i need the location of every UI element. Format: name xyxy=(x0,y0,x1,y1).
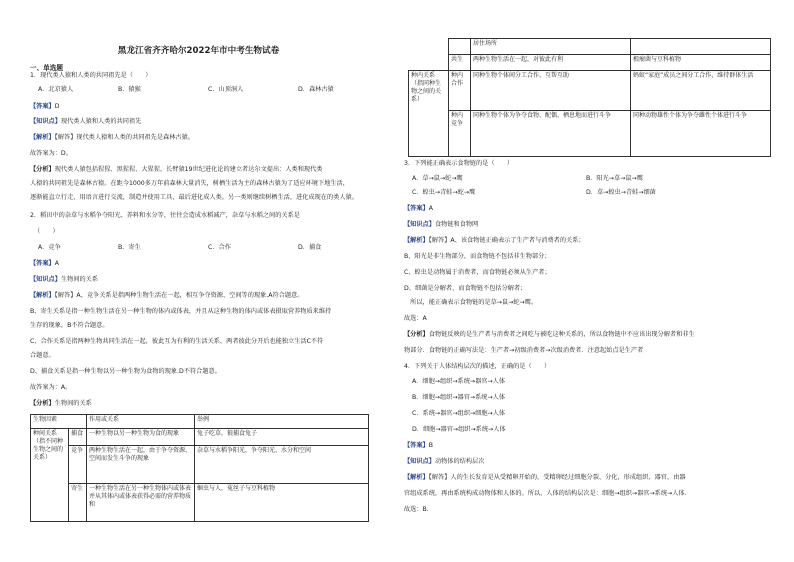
q1-analysis-line: 【分析】现代类人猿包括猩猩、黑猩猩、大猩猩、长臂猿19世纪进化论的建立者达尔文提出：人类和现代类 xyxy=(30,166,323,173)
q2-paren: （ ） xyxy=(34,228,59,235)
jx-tag: 【解析】 xyxy=(30,292,55,299)
table-row-example: 同种动物雄性个体为争夺雌性个体进行斗争 xyxy=(631,111,771,157)
q3-knowledge-point: 【知识点】食物链和食物网 xyxy=(404,221,479,228)
q2-explanation-line: B、寄生关系是指一种生物生活在另一种生物的体内或体表，并且从这种生物的体内或体表摄取营养物质来维持 xyxy=(30,308,332,315)
q2-explanation-line: C、合作关系是指两种生物共同生活在一起，彼此互为有利的生活关系，两者彼此分开后也能独立生活C不符 xyxy=(30,338,324,345)
q1-option-c: C．山顶洞人 xyxy=(208,86,244,93)
q2-explanation-line: D、捕食关系是指一种生物以另一种生物为食物的现象.D不符合题意。 xyxy=(30,368,221,375)
q2-analysis: 【分析】生物间的关系 xyxy=(30,400,92,407)
table-row-example: 兔子吃草，狼捕食兔子 xyxy=(195,429,369,446)
table-header: 举例 xyxy=(195,415,369,429)
q4-knowledge-point: 【知识点】动物体的结构层次 xyxy=(404,458,485,465)
table-row-example: 蛔虫与人，菟丝子与豆科植物 xyxy=(195,484,369,522)
table-row-desc: 两种生物生活在一起，由于争夺资源、空间而发生斗争的现象 xyxy=(87,446,195,484)
relationship-table xyxy=(30,414,369,522)
q2-explanation-line: 故答案为：A。 xyxy=(30,384,72,391)
q3-explanation-line: 故选：A xyxy=(404,315,427,322)
answer-tag: 【答案】 xyxy=(30,103,55,110)
q4-stem: 4．下列关于人体结构层次的描述，正确的是（ ） xyxy=(404,363,551,370)
fx-tag: 【分析】 xyxy=(30,400,55,407)
q1-explanation: 【解析】【解答】现代类人猿和人类的共同祖先是森林古猿。 xyxy=(30,134,194,141)
q2-explanation-line: 【解析】【解答】A、竞争关系是指两种生物生活在一起，相互争夺资源、空间等的现象.A符合题意。 xyxy=(30,292,304,299)
q1-answer: 【答案】D xyxy=(30,103,60,110)
page-title: 黑龙江省齐齐哈尔2022年市中考生物试卷 xyxy=(117,46,280,56)
q3-explanation-line: C、蝗虫是动物属于消费者，而食物链必须从生产者； xyxy=(404,269,551,276)
q1-analysis-line: 逐渐能直立行走，用语言进行交流，制造并使用工具，最后进化成人类。另一类则继续树栖生活，进化成现在的类人猿。 xyxy=(30,194,358,201)
q4-explanation-line: 【解析】【解答】人的生长发育是从受精卵开始的，受精卵经过细胞分裂、分化，形成组织、器官，由器 xyxy=(404,474,686,481)
q4-explanation-line: 故选：B． xyxy=(404,506,433,513)
q2-knowledge-point: 【知识点】生物间的关系 xyxy=(30,276,99,283)
q2-option-d: D．捕食 xyxy=(298,244,322,251)
q1-option-b: B．猿猴 xyxy=(118,86,141,93)
table-row-desc: 同种生物个体间分工合作、互帮互助 xyxy=(471,71,631,111)
q4-option-b: B．细胞→组织→器官→系统→人体 xyxy=(412,394,506,401)
table-row-name: 竞争 xyxy=(69,446,87,484)
table-header: 作用或关系 xyxy=(87,415,195,429)
q3-option-c: C．蝗虫→青蛙→蛇→鹰 xyxy=(412,189,476,196)
answer-tag: 【答案】 xyxy=(404,442,429,449)
table-row-desc: 居住场所 xyxy=(471,39,631,55)
q1-analysis-line: 人猿的共同祖先是森林古猿。在距今1000多万年前森林大量消失，树栖生活为主的森林古猿为了适应环境下地生活， xyxy=(30,180,349,187)
kp-tag: 【知识点】 xyxy=(404,458,435,465)
q3-explanation-line: 所以，能正确表示食物链的是草→鼠→蛇→鹰。 xyxy=(404,299,538,306)
table-group-label: 种间关系（指不同种生物之间的关系） xyxy=(31,429,69,522)
table-row-example: 根瘤菌与豆科植物 xyxy=(631,55,771,71)
q4-option-d: D．细胞→器官→组织→系统→人体 xyxy=(412,426,506,433)
table-header: 生物因素 xyxy=(31,415,87,429)
relationship-table-continued xyxy=(408,38,771,157)
q1-knowledge-point: 【知识点】现代类人猿和人类的共同祖先 xyxy=(30,118,142,125)
q4-option-c: C．系统→器官→组织→细胞→人体 xyxy=(412,410,506,417)
table-row-name: 种内竞争 xyxy=(449,111,471,157)
q3-explanation-line: B、阳光是非生物部分，而食物链不包括非生物部分； xyxy=(404,253,551,260)
answer-tag: 【答案】 xyxy=(404,205,429,212)
q3-answer: 【答案】A xyxy=(404,205,433,212)
q3-analysis-line: 【分析】食物链反映的是生产者与消费者之间吃与被吃这种关系的，所以食物链中不应该出现分解者和非生 xyxy=(404,331,695,338)
kp-tag: 【知识点】 xyxy=(30,118,61,125)
fx-tag: 【分析】 xyxy=(30,166,55,173)
table-row-name: 种内合作 xyxy=(449,71,471,111)
kp-tag: 【知识点】 xyxy=(30,276,61,283)
q1-stem: 1．现代类人猿和人类的共同祖先是（ ） xyxy=(30,72,152,79)
table-row-desc: 两种生物生活在一起，对彼此有利 xyxy=(471,55,631,71)
section-heading: 一、单选题 xyxy=(30,64,63,72)
q3-stem: 3．下列能正确表示食物链的是（ ） xyxy=(404,160,514,167)
q3-option-d: D．草→蝗虫→青蛙→细菌 xyxy=(586,189,656,196)
q3-analysis-line: 物部分．食物链的正确写法是：生产者→初级消费者→次级消费者．注意起始点是生产者 xyxy=(404,347,644,354)
q2-answer: 【答案】A xyxy=(30,260,59,267)
table-row-desc: 一种生物以另一种生物为食的现象 xyxy=(87,429,195,446)
q1-option-d: D．森林古猿 xyxy=(298,86,334,93)
table-group-label: 种内关系（指同种生物之间的关系） xyxy=(409,71,449,157)
q3-option-a: A．草→鼠→蛇→鹰 xyxy=(412,175,463,182)
fx-tag: 【分析】 xyxy=(404,331,429,338)
jx-tag: 【解析】 xyxy=(30,134,55,141)
table-row-name: 寄生 xyxy=(69,484,87,522)
jx-tag: 【解析】 xyxy=(404,237,429,244)
answer-tag: 【答案】 xyxy=(30,260,55,267)
q3-explanation-line: D、细菌是分解者，而食物链不包括分解者； xyxy=(404,285,527,292)
q4-answer: 【答案】B xyxy=(404,442,433,449)
q2-option-c: C．合作 xyxy=(208,244,231,251)
q4-option-a: A．细胞→组织→系统→器官→人体 xyxy=(412,378,506,385)
table-row-example: 杂草与水稻争阳光，争夺阳光、水分和空间 xyxy=(195,446,369,484)
q4-explanation-line: 官组成系统，再由系统构成动物体和人体的。所以，人体的结构层次是：细胞→组织→器官→系统→人体． xyxy=(404,490,691,497)
q2-explanation-line: 生存的现象，B不符合题意。 xyxy=(30,322,109,329)
q2-stem: 2．稻田中的杂草与水稻争夺阳光、养料和水分等，往往会造成水稻减产，杂草与水稻之间的关系是 xyxy=(30,212,300,219)
kp-tag: 【知识点】 xyxy=(404,221,435,228)
q2-explanation-line: 合题意。 xyxy=(30,352,55,359)
q3-explanation-line: 【解析】【解答】A、该食物链正确表示了生产者与消费者的关系； xyxy=(404,237,585,244)
q1-conclusion: 故答案为：D。 xyxy=(30,150,72,157)
q2-option-b: B．寄生 xyxy=(118,244,141,251)
table-row-desc: 一种生物生活在另一种生物体内或体表并从其体内或体表获得必需的营养物质和 xyxy=(87,484,195,522)
table-row-desc: 同种生物个体为争夺食物、配偶、栖息地而进行斗争 xyxy=(471,111,631,157)
table-row-name: 捕食 xyxy=(69,429,87,446)
q1-option-a: A．北京猿人 xyxy=(38,86,74,93)
q3-option-b: B．阳光→草→鼠→鹰 xyxy=(586,175,643,182)
q2-option-a: A．竞争 xyxy=(38,244,61,251)
table-row-example: 蚂蚁“家庭”成员之间分工合作，维持群体生活 xyxy=(631,71,771,111)
jx-tag: 【解析】 xyxy=(404,474,429,481)
table-row-name: 共生 xyxy=(449,55,471,71)
